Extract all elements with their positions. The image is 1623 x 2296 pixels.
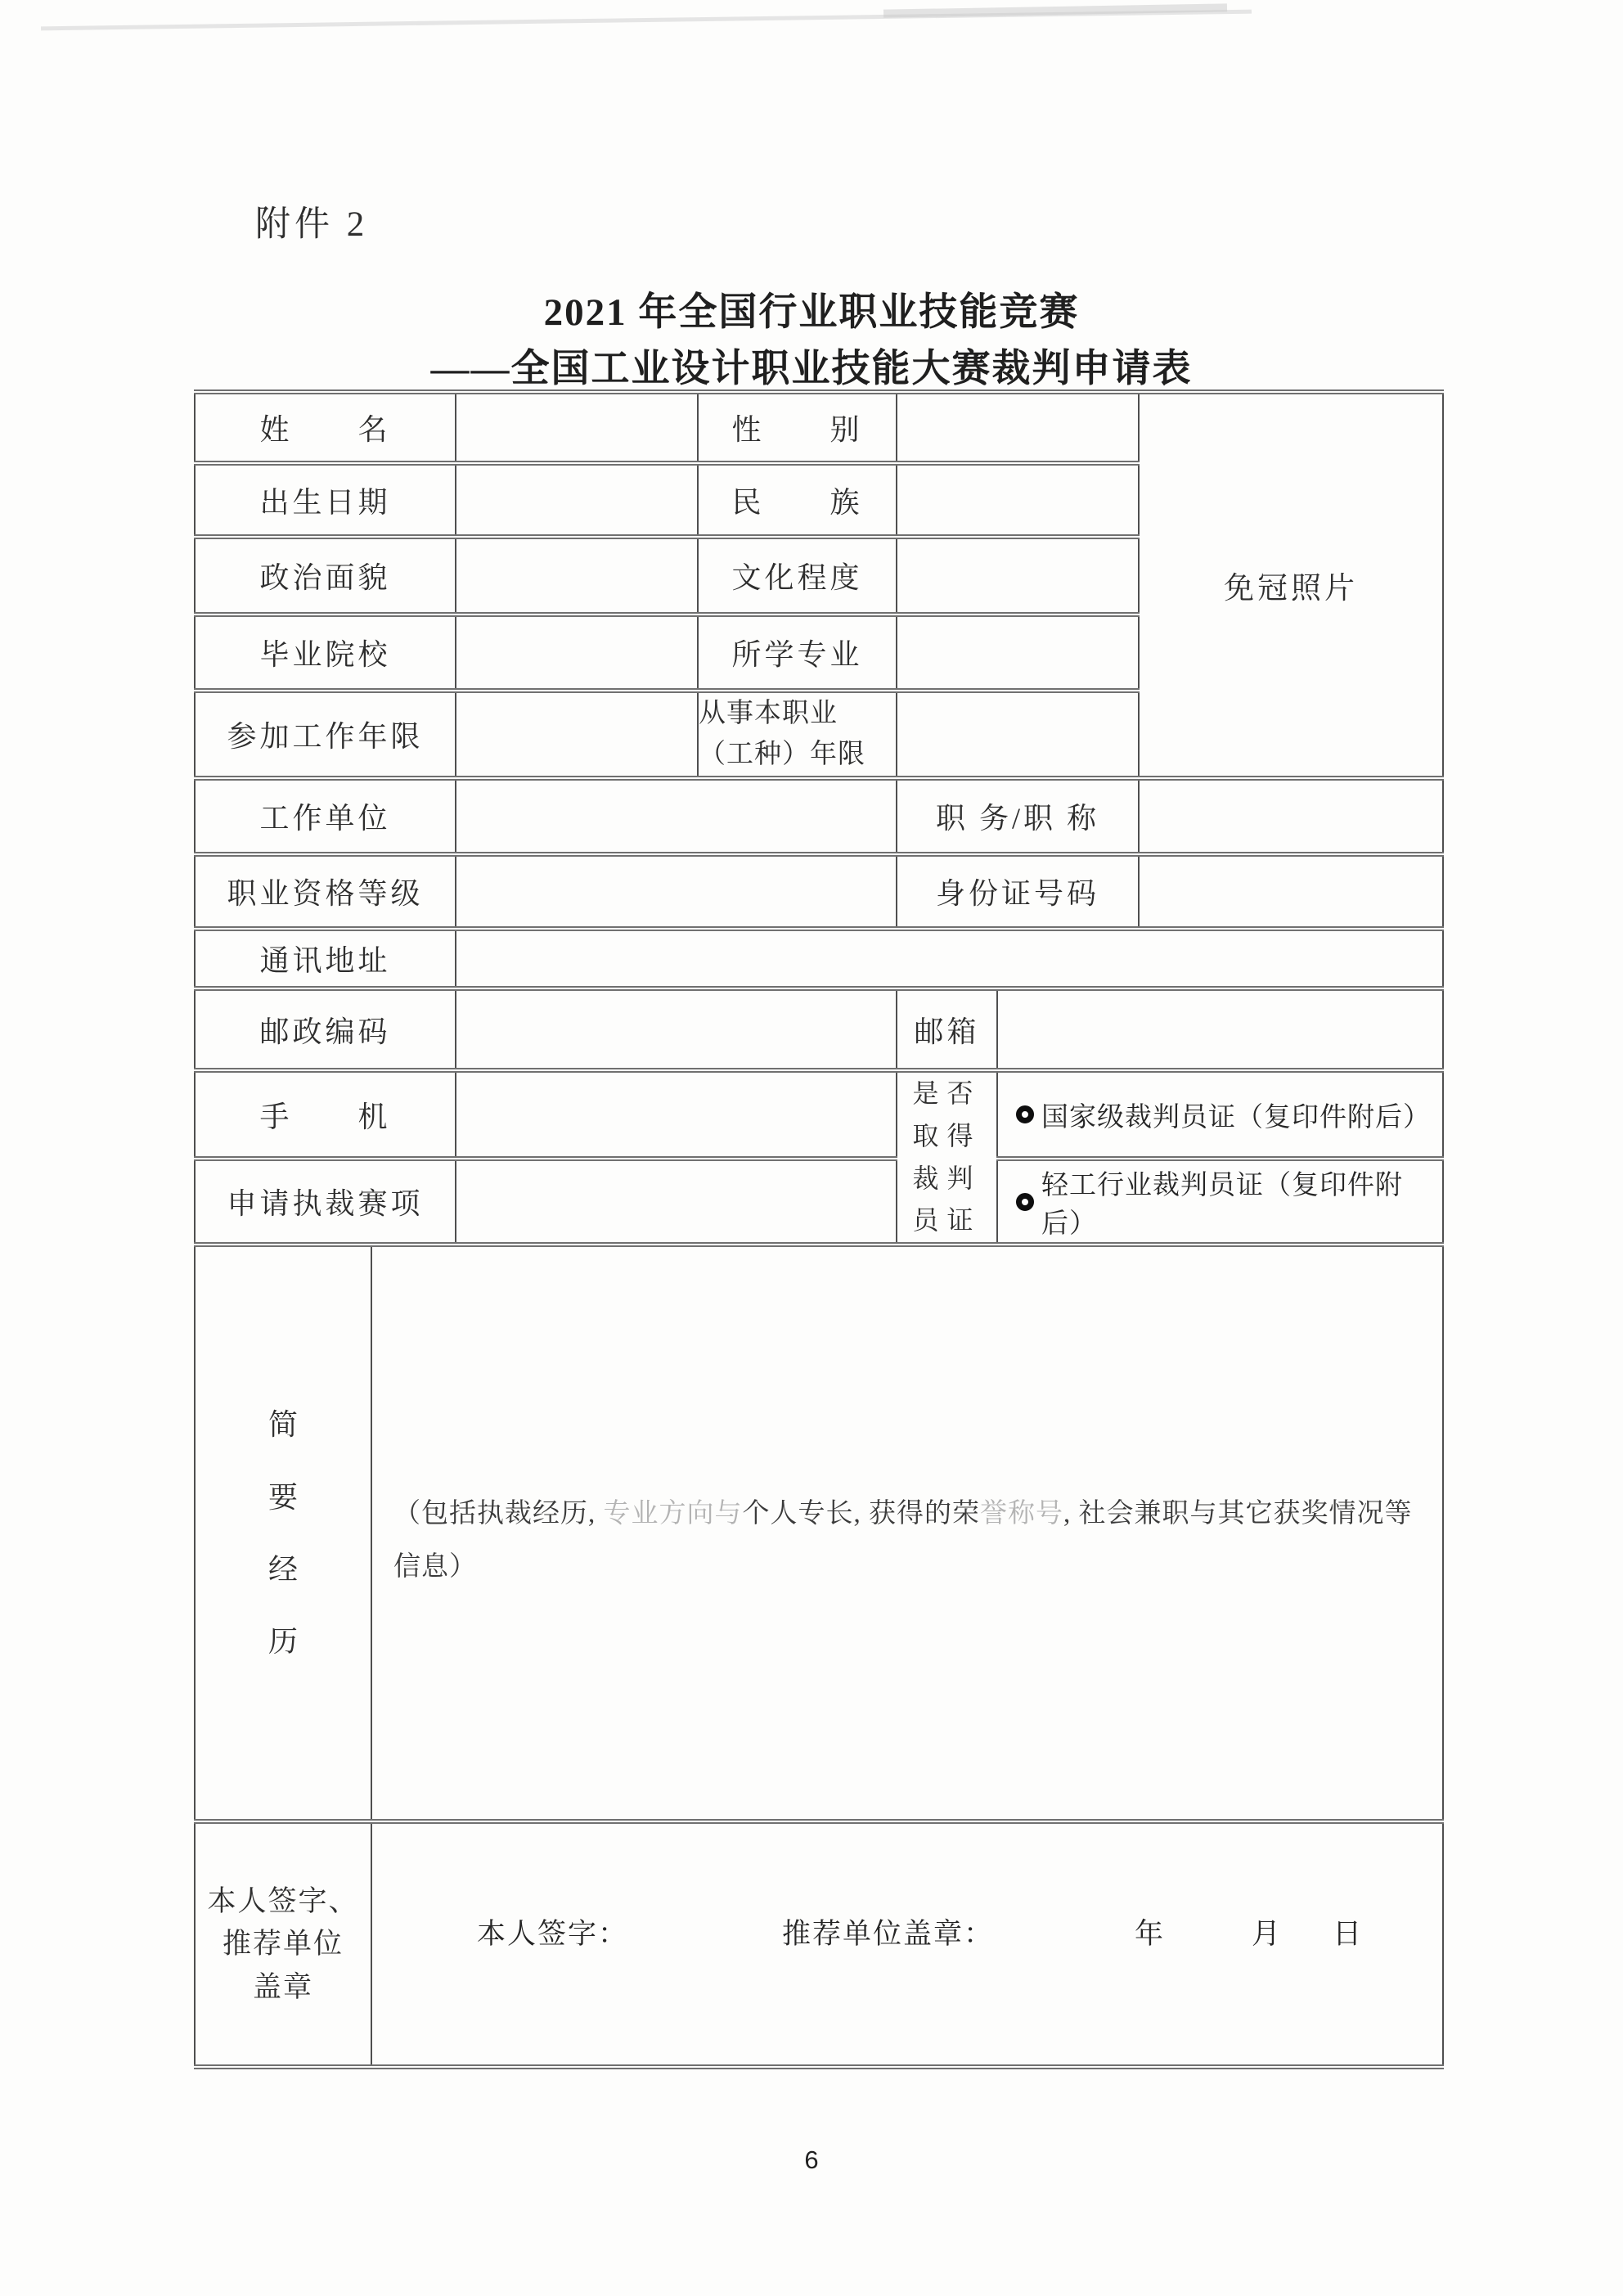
resume-content-cell	[371, 1245, 1443, 1821]
field-label-id-number: 身份证号码	[897, 854, 1139, 929]
cert-question-line1: 是否	[912, 1078, 982, 1108]
signature-label-line2: 推荐单位	[222, 1928, 344, 1961]
date-year-label: 年	[1135, 1918, 1166, 1951]
photo-cell	[1139, 392, 1443, 778]
cert-question-line4: 员证	[912, 1205, 982, 1236]
occupation-years-value-cell	[897, 691, 1139, 778]
field-label-mobile: 手 机	[195, 1070, 456, 1159]
field-label-education: 文化程度	[698, 537, 897, 615]
resume-label-char3: 经	[268, 1552, 298, 1586]
cert-option-national-label: 国家级裁判员证（复印件附后）	[1041, 1102, 1432, 1132]
cert-question-cell	[897, 1070, 997, 1245]
employer-value-cell	[456, 778, 897, 854]
ethnicity-value-cell	[897, 463, 1139, 537]
occupation-years-label-line2: （工种）年限	[699, 739, 866, 769]
document-title-line2: ——全国工业设计职业技能大赛裁判申请表	[430, 348, 1193, 390]
birthdate-value-cell	[456, 463, 698, 537]
field-label-political-status: 政治面貌	[195, 537, 456, 615]
resume-hint-seg5: , 社会兼职与其它获奖情况等信息）	[393, 1499, 1413, 1582]
resume-hint-seg1: （包括执裁经历,	[393, 1499, 604, 1529]
resume-hint-seg2: 专业方向与	[603, 1499, 743, 1529]
work-years-value-cell	[456, 691, 698, 778]
signature-label-line1: 本人签字、	[207, 1884, 359, 1917]
field-label-school: 毕业院校	[195, 615, 456, 691]
field-label-gender: 性 别	[698, 392, 897, 463]
signature-line	[372, 1911, 1442, 1977]
applied-event-value-cell	[456, 1159, 897, 1245]
id-number-value-cell	[1139, 854, 1443, 929]
resume-label-char1: 简	[268, 1408, 298, 1442]
political-status-value-cell	[456, 537, 698, 615]
personal-signature-label: 本人签字：	[477, 1918, 629, 1951]
radio-bullet-icon	[1016, 1105, 1034, 1123]
name-value-cell	[456, 392, 698, 463]
cert-option-light-industry	[998, 1164, 1442, 1240]
date-day-label: 日	[1333, 1918, 1364, 1951]
field-label-birthdate: 出生日期	[195, 463, 456, 537]
cert-question-line3: 裁判	[912, 1163, 982, 1193]
unit-stamp-label: 推荐单位盖章：	[782, 1918, 995, 1951]
page-number: 6	[804, 2145, 819, 2174]
field-label-major: 所学专业	[698, 615, 897, 691]
document-title-line1: 2021 年全国行业职业技能竞赛	[543, 291, 1080, 334]
major-value-cell	[897, 615, 1139, 691]
field-label-name: 姓 名	[195, 392, 456, 463]
field-label-work-years: 参加工作年限	[195, 691, 456, 778]
field-label-signature-stamp	[195, 1821, 371, 2067]
gender-value-cell	[897, 392, 1139, 463]
cert-question-line2: 取得	[912, 1120, 982, 1150]
field-label-postal-code: 邮政编码	[195, 988, 456, 1070]
field-label-ethnicity: 民 族	[698, 463, 897, 537]
resume-label-char2: 要	[268, 1480, 298, 1514]
school-value-cell	[456, 615, 698, 691]
field-label-applied-event: 申请执裁赛项	[195, 1159, 456, 1245]
judge-application-form-table	[194, 389, 1444, 2069]
cert-option-light-industry-label: 轻工行业裁判员证（复印件附后）	[1041, 1170, 1404, 1239]
address-value-cell	[456, 929, 1443, 988]
signature-label-line3: 盖章	[252, 1970, 313, 2003]
field-label-qualification: 职业资格等级	[195, 854, 456, 929]
resume-hint-seg4: 誉称号	[980, 1499, 1063, 1529]
field-label-address: 通讯地址	[195, 929, 456, 988]
attachment-label: 附件 2	[255, 205, 369, 244]
email-value-cell	[997, 988, 1443, 1070]
field-label-occupation-years	[698, 691, 897, 778]
field-label-employer: 工作单位	[195, 778, 456, 854]
mobile-value-cell	[456, 1070, 897, 1159]
photo-placeholder-label: 免冠照片	[1224, 572, 1359, 606]
cert-option-national-cell	[997, 1070, 1443, 1159]
qualification-value-cell	[456, 854, 897, 929]
field-label-position: 职 务/职 称	[897, 778, 1139, 854]
resume-hint-seg3: 个人专长, 获得的荣	[742, 1499, 980, 1529]
date-month-label: 月	[1252, 1918, 1283, 1951]
cert-option-national	[998, 1096, 1442, 1134]
resume-hint-text	[372, 1473, 1442, 1593]
resume-label-char4: 历	[268, 1625, 298, 1658]
field-label-email: 邮箱	[897, 988, 997, 1070]
field-label-brief-resume	[195, 1245, 371, 1821]
postal-code-value-cell	[456, 988, 897, 1070]
cert-option-light-industry-cell	[997, 1159, 1443, 1245]
occupation-years-label-line1: 从事本职业	[699, 699, 838, 728]
education-value-cell	[897, 537, 1139, 615]
position-value-cell	[1139, 778, 1443, 854]
signature-content-cell	[371, 1821, 1443, 2067]
radio-bullet-icon	[1016, 1193, 1034, 1211]
